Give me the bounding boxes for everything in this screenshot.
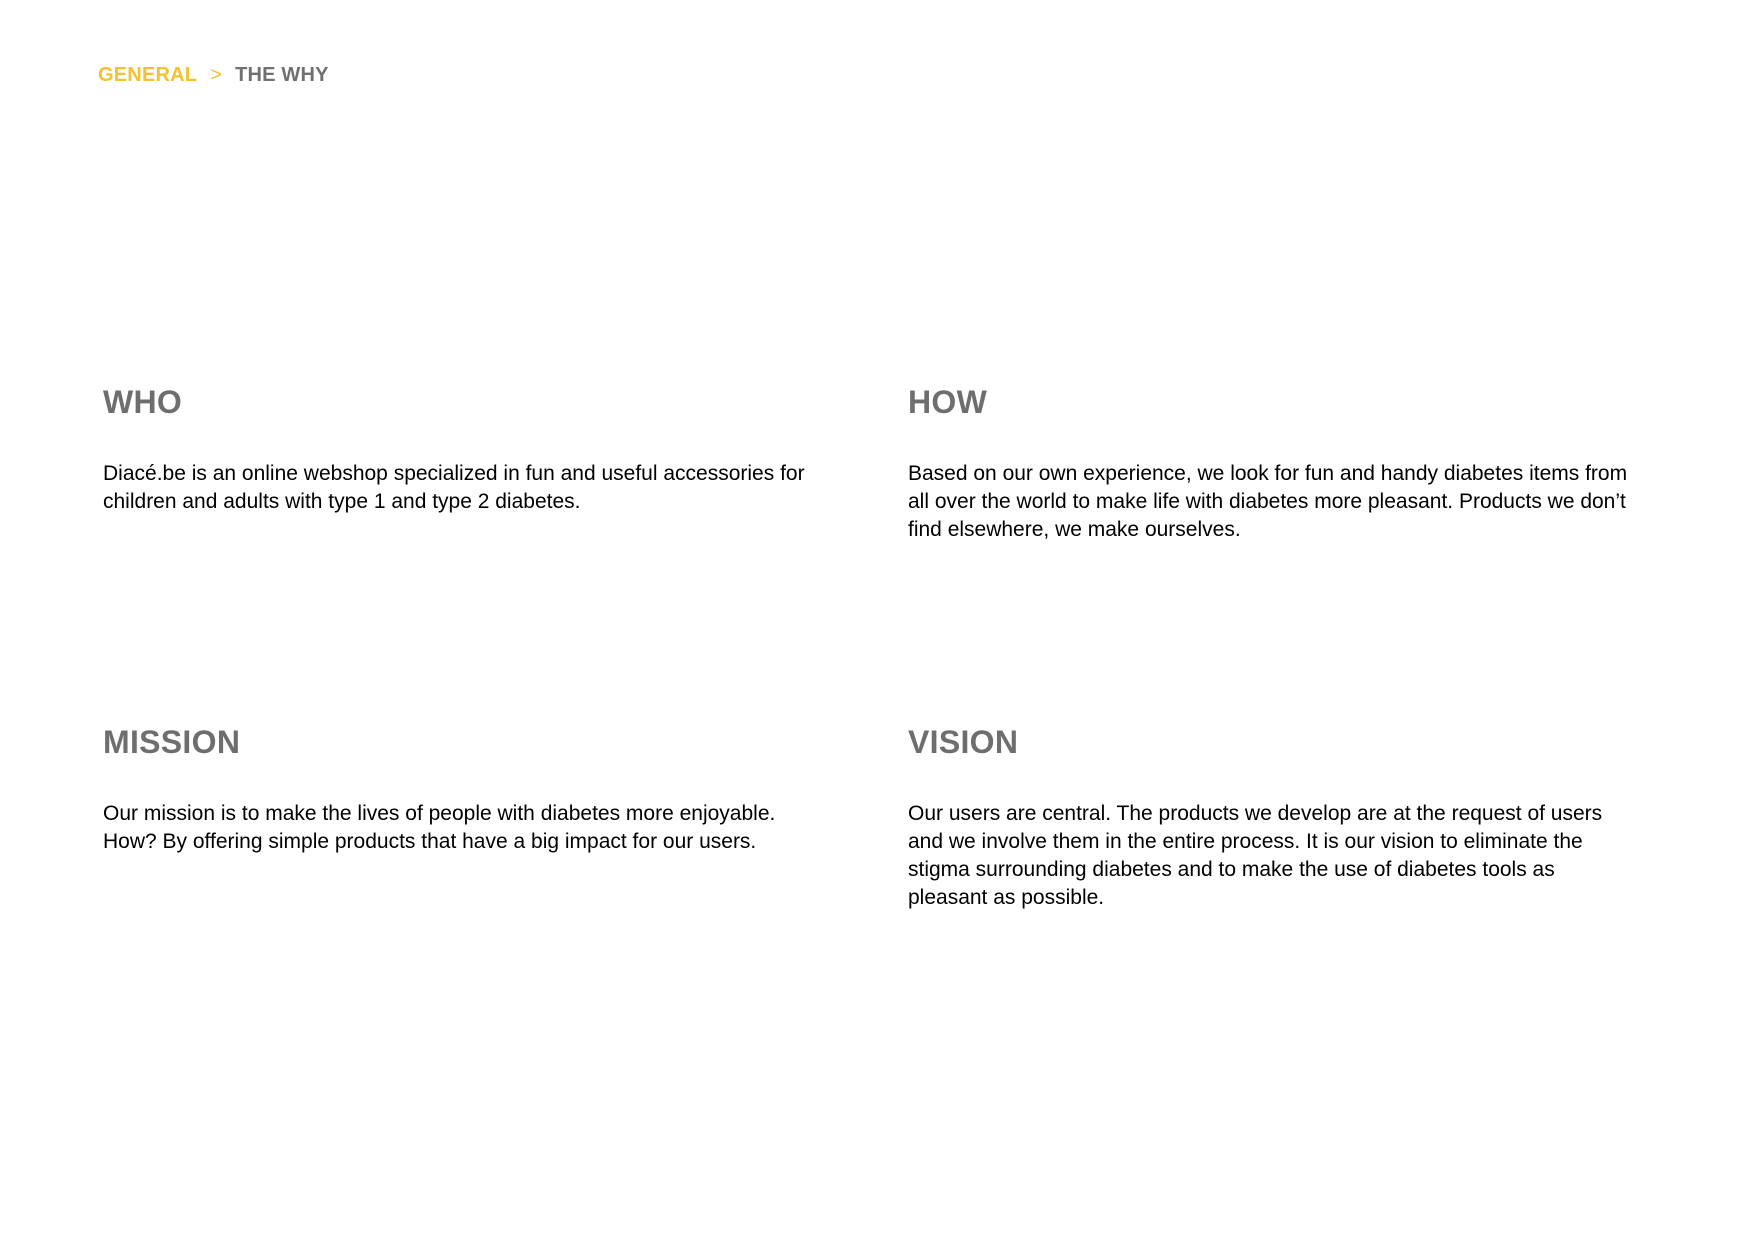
section-heading-how: HOW [908,384,988,420]
breadcrumb-separator: > [210,64,223,86]
section-heading-vision: VISION [908,724,1019,760]
section-text-mission: Our mission is to make the lives of people with diabetes more enjoyable. How? By offering simple products that have a big impact for our users. [103,802,776,853]
breadcrumb-parent[interactable]: GENERAL [98,64,198,86]
section-text-how: Based on our own experience, we look for fun and handy diabetes items from all over the world to make life with diabetes more pleasant. Products we don’t find elsewhere, we make ourselves. [908,462,1628,541]
section-who [103,382,823,513]
section-text-who: Diacé.be is an online webshop specialized in fun and useful accessories for children and adults with type 1 and type 2 diabetes. [103,462,805,513]
section-heading-who: WHO [103,384,183,420]
section-heading-mission: MISSION [103,724,241,760]
breadcrumb [98,64,329,87]
section-vision [908,722,1628,909]
breadcrumb-current: THE WHY [235,64,329,86]
section-text-vision: Our users are central. The products we develop are at the request of users and we involve them in the entire process. It is our vision to eliminate the stigma surrounding diabetes and to make the use of diabetes tools as pleasant as possible. [908,802,1603,909]
section-how [908,382,1628,541]
section-mission [103,722,823,853]
